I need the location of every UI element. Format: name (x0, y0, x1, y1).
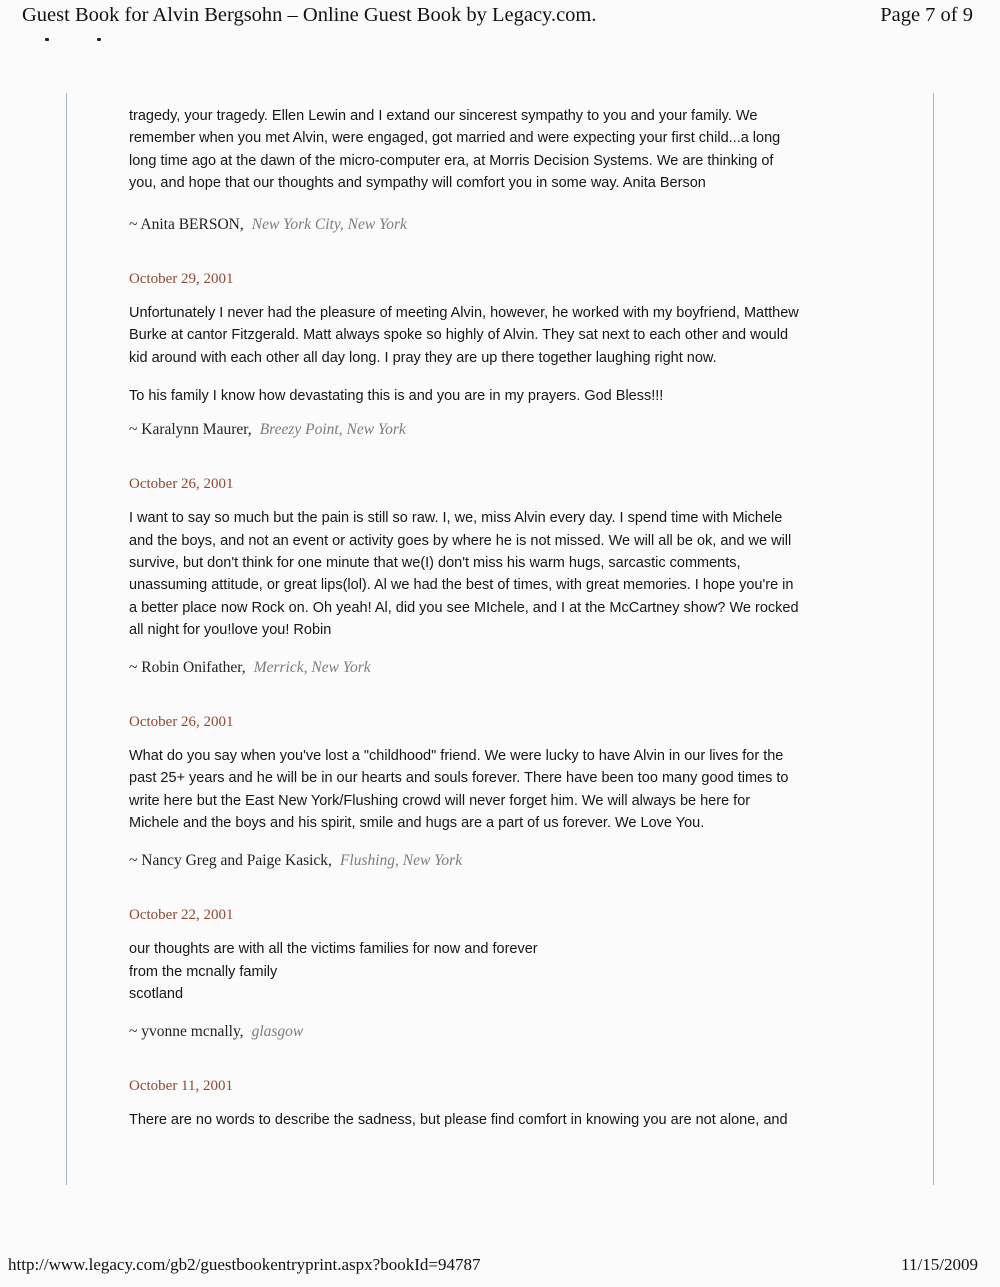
entry-message: To his family I know how devastating this is and you are in my prayers. God Bless!!! (129, 388, 664, 405)
entry-message: There are no words to describe the sadness, but please find comfort in knowing you are not alone, and (129, 1112, 788, 1129)
scan-marks (45, 38, 105, 44)
page-number: Page 7 of 9 (880, 4, 973, 26)
guestbook-entry (129, 1077, 909, 1131)
entry-location: Merrick, New York (253, 659, 371, 677)
entry-message: tragedy, your tragedy. Ellen Lewin and I extand our sincerest sympathy to you and your family. We remember when you met Alvin, were engaged, got married and were expecting your first child...a long long time ago at the dawn of the micro-computer era, at Morris Decision Systems. We are thinking of you, and hope that our thoughts and sympathy will comfort you in some way. Anita Berson (129, 108, 781, 191)
right-border-line (933, 93, 934, 1185)
guestbook-entry (129, 475, 909, 679)
entry-message: I want to say so much but the pain is still so raw. I, we, miss Alvin every day. I spend time with Michele and the boys, and not an event or activity goes by where he is not missed. We will all be ok, and we will survive, but don't think for one minute that we(I) don't miss his warm hugs, sarcastic comments, unassuming attitude, or great lips(lol). Al we had the best of times, with great memories. I hope you're in a better place now Rock on. Oh yeah! Al, did you see MIchele, and I at the McCartney show? We rocked all night for you!love you! Robin (129, 510, 799, 638)
entry-signature (129, 419, 909, 441)
scan-mark (45, 38, 49, 41)
entry-signature (129, 657, 909, 679)
page-url: http://www.legacy.com/gb2/guestbookentryprint.aspx?bookId=94787 (8, 1255, 481, 1274)
entry-signature (129, 850, 909, 872)
entry-author: ~ Nancy Greg and Paige Kasick, (129, 852, 332, 870)
guestbook-entry (129, 713, 909, 872)
entry-date: October 11, 2001 (129, 1078, 234, 1095)
entry-date: October 26, 2001 (129, 714, 234, 731)
entry-date: October 22, 2001 (129, 907, 234, 924)
entry-signature (129, 1021, 909, 1043)
entry-location: Flushing, New York (339, 852, 463, 870)
guestbook-entry (129, 270, 909, 441)
entry-author: ~ Karalynn Maurer, (129, 421, 252, 439)
left-border-line (66, 93, 67, 1185)
entry-location: New York City, New York (251, 216, 407, 234)
print-date: 11/15/2009 (901, 1255, 978, 1274)
guestbook-entry (129, 105, 909, 236)
entry-date: October 26, 2001 (129, 476, 234, 493)
guestbook-entries (129, 105, 909, 1143)
entry-location: Breezy Point, New York (259, 421, 406, 439)
entry-author: ~ Anita BERSON, (129, 216, 244, 234)
entry-author: ~ yvonne mcnally, (129, 1023, 244, 1041)
entry-message: our thoughts are with all the victims families for now and forever from the mcnally family scotland (129, 941, 538, 1002)
guestbook-entry (129, 906, 909, 1043)
entry-location: glasgow (251, 1023, 304, 1041)
entry-author: ~ Robin Onifather, (129, 659, 246, 677)
document-title: Guest Book for Alvin Bergsohn – Online Guest Book by Legacy.com. (22, 4, 597, 26)
entry-date: October 29, 2001 (129, 271, 234, 288)
scan-mark (97, 38, 101, 41)
entry-signature (129, 214, 909, 236)
entry-message: What do you say when you've lost a "childhood" friend. We were lucky to have Alvin in our lives for the past 25+ years and he will be in our hearts and souls forever. There have been too many good times to write here but the East New York/Flushing crowd will never forget him. We will always be here for Michele and the boys and his spirit, smile and hugs are a part of us forever. We Love You. (129, 748, 789, 832)
entry-message: Unfortunately I never had the pleasure of meeting Alvin, however, he worked with my boyfriend, Matthew Burke at cantor Fitzgerald. Matt always spoke so highly of Alvin. They sat next to each other and would kid around with each other all day long. I pray they are up there together laughing right now. (129, 305, 799, 366)
